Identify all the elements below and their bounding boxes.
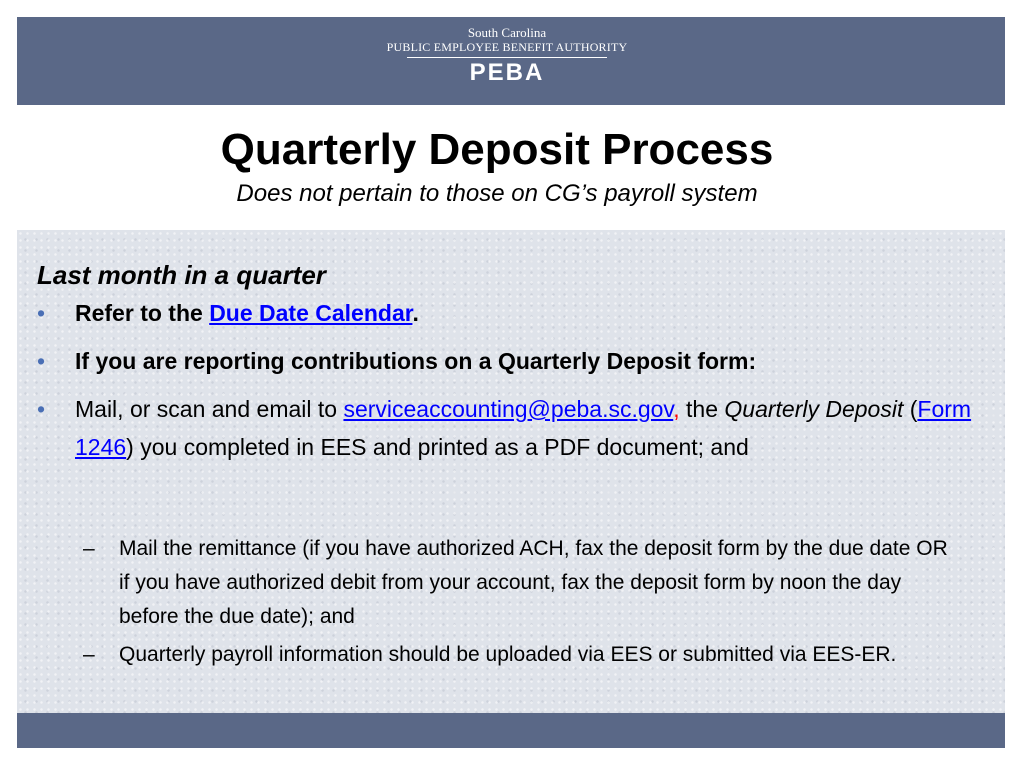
sub-bullet-text: Quarterly payroll information should be uploaded via EES or submitted via EES-ER. bbox=[119, 643, 897, 666]
due-date-calendar-link[interactable]: Due Date Calendar bbox=[209, 300, 413, 326]
logo-agency: PUBLIC EMPLOYEE BENEFIT AUTHORITY bbox=[386, 40, 628, 54]
the-text: the bbox=[679, 396, 725, 422]
peba-logo bbox=[367, 25, 647, 86]
content-area bbox=[17, 230, 1005, 713]
completed-text: ) you completed in EES and printed as a PDF document; and bbox=[126, 434, 749, 460]
logo-state: South Carolina bbox=[467, 25, 547, 40]
quarterly-deposit-text: Quarterly Deposit bbox=[724, 396, 904, 422]
title-area bbox=[17, 105, 1005, 230]
email-link[interactable]: serviceaccounting@peba.sc.gov bbox=[343, 396, 674, 422]
paren-open: ( bbox=[903, 396, 918, 422]
dash-marker: – bbox=[83, 643, 95, 666]
bullet-text bbox=[75, 294, 977, 332]
slide-title: Quarterly Deposit Process bbox=[220, 125, 774, 174]
bullet-text bbox=[75, 390, 977, 466]
logo-divider bbox=[407, 57, 607, 58]
logo-name: PEBA bbox=[469, 59, 545, 86]
bullet-marker: • bbox=[37, 396, 46, 422]
bullet-text: If you are reporting contributions on a Quarterly Deposit form: bbox=[75, 348, 757, 374]
footer-bar bbox=[17, 713, 1005, 748]
bullet-marker: • bbox=[37, 300, 46, 326]
bullet-suffix: . bbox=[412, 300, 419, 326]
dash-marker: – bbox=[83, 537, 95, 560]
email-comma: , bbox=[673, 396, 680, 422]
form-1246-link[interactable]: Form 1246 bbox=[75, 396, 972, 460]
section-heading: Last month in a quarter bbox=[37, 260, 326, 290]
slide-frame bbox=[17, 17, 1005, 748]
bullet-prefix: Refer to the bbox=[75, 300, 210, 326]
sub-bullet-text: Mail the remittance (if you have authorized ACH, fax the deposit form by the due date OR if you have authorized debit from your account, fax the deposit form by noon the day before the due date); and bbox=[119, 537, 948, 628]
bullet-marker: • bbox=[37, 348, 46, 374]
slide-subtitle: Does not pertain to those on CG’s payroll system bbox=[236, 180, 758, 207]
mail-text: Mail, or scan and email to bbox=[75, 396, 344, 422]
header-banner bbox=[17, 17, 1005, 105]
